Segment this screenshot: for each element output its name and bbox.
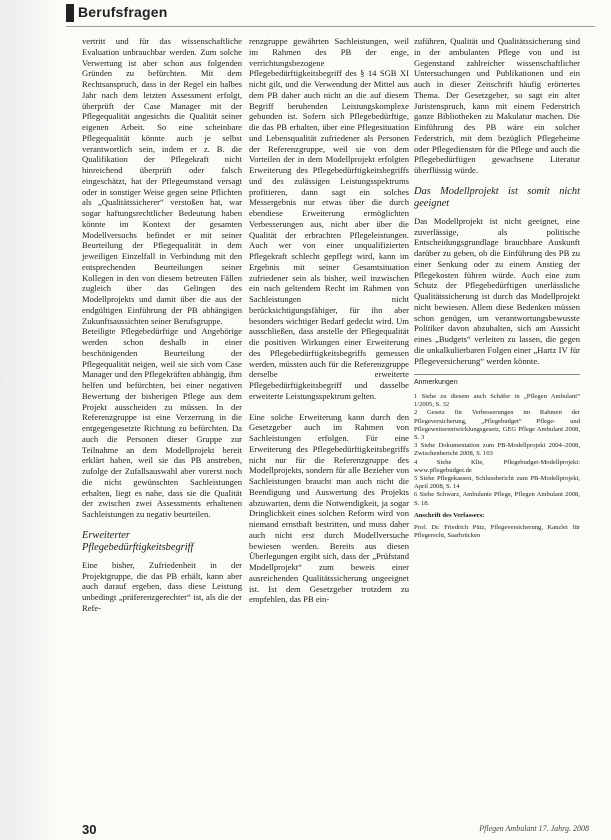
col1-subheading: Erweiterter Pflegebedürftigkeitsbegriff xyxy=(82,529,194,553)
note-item: 4 Siehe Klie, Pflegebudget-Modellprojekt: www.pflegebudget.de xyxy=(414,458,580,474)
notes-heading: Anmerkungen xyxy=(414,374,580,389)
note-item: 6 Siehe Schwarz, Ambulante Pflege, Pflegen Ambulant 2008, S. 18. xyxy=(414,491,580,507)
author-address: Prof. Dr. Friedrich Pütz, Pflegeversicherung, Kanzlei für Pflegerecht, Saarbrücken xyxy=(414,524,580,540)
col2-paragraph-1: renzgruppe gewährten Sachleistungen, weil im Rahmen des PB der enge, verrichtungsbezogene Pflegebedürftigkeitsbegriff des § 14 SGB XI nicht gilt, und die Verwendung der Mittel aus dem PB daher auch nicht an die auf diesem Begriff beruhenden Leistungskomplexe gebunden ist. Sofern sich Pflegebedürftige, die das PB erhalten, über eine Pflegesituation und Lebensqualität zufriedener als Personen der Referenzgruppe, weil sie von dem Vorteilen der in dem Modellprojekt erfolgten Erweiterung des Pflegebedürftigkeitsbegriffs und des zulässigen Leistungsspektrums profitieren, dann sagt ein solches Messergebnis nur etwas über die durch ebendiese Erweiterung ermöglichten Verbesserungen aus, nicht aber über die Qualität der erbrachten Pflegeleistungen. Auch wer von einer unqualifizierten Pflegekraft schlecht gepflegt wird, kann im Ergebnis mit seiner Gesamtsituation zufriedener sein als bisher, weil inzwischen ein nach geltendem Recht im Rahmen von Sachleistungen nicht berücksichtigungsfähiger, für ihn aber besonders wichtiger Bedarf gedeckt wird. Um ausschließen, dass anstelle der Pflegequalität die positiven Wirkungen einer Erweiterung des Pflegebedürftigkeitsbegriffs gemessen werden, müssten auch für die Referenzgruppe derselbe erweiterte Pflegebedürftigkeitsbegriff und dasselbe erweiterte Leistungsspektrum gelten. xyxy=(249,36,409,401)
note-item: 2 Gesetz für Verbesserungen im Rahmen der Pflegeversicherung, „Pflegebudget“ Pflege- und Pflegeweiterentwicklungsgesetz, GEG Pflege Ambulant 2008, S. 3 xyxy=(414,409,580,442)
col3-subheading: Das Modellprojekt ist somit nicht geeignet xyxy=(414,185,580,209)
section-header: Berufsfragen xyxy=(78,4,168,20)
section-marker xyxy=(66,4,74,22)
header-rule xyxy=(66,26,595,27)
column-2 xyxy=(249,36,409,605)
page-number: 30 xyxy=(82,822,97,837)
col1-paragraph-3: Eine bisher, Zufriedenheit in der Projektgruppe, die das PB erhält, kann aber auch darauf ergeben, dass diese Leistung unbedingt „präferenzgerechter“ ist, als die der Refe- xyxy=(82,559,242,613)
journal-footer: Pflegen Ambulant 17. Jahrg. 2008 xyxy=(479,824,589,833)
note-item: 3 Siehe Dokumentation zum PB-Modellprojekt 2004–2008, Zwischenbericht 2008, S. 103 xyxy=(414,442,580,458)
author-heading: Anschrift des Verfassers: xyxy=(414,511,485,519)
col3-paragraph-1: zuführen, Qualität und Qualitätssicherung sind in der ambulanten Pflege von und ist Gegenstand zahlreicher wissenschaftlicher Untersuchungen und Publikationen und ein auch in dieser Zeitschrift häufig erörtertes Thema. Der Gesetzgeber, so sagt ein alter Juristenspruch, kann mit einem Federstrich ganze Bibliotheken zu Makulatur machen. Die Einführung des PB wäre ein solcher Federstrich, mit dem bezüglich Pflegeheime oder Pflegediensten für die Pflege und auch die Pflegebedürftigen gewachsene Literatur überflüssig würde. xyxy=(414,36,580,175)
column-1 xyxy=(82,36,242,614)
col3-paragraph-2: Das Modellprojekt ist nicht geeignet, eine zuverlässige, als politische Entscheidungsgrundlage brauchbare Auskunft darüber zu geben, ob die Einführung des PB zu einer Senkung oder zu einem Anstieg der Pflegekosten führen würde. Auch eine zum Schutz der Pflegebedürftigen unerlässliche Qualitätssicherung ist durch das Modellprojekt nicht bewiesen. Allem diese Bedenken müssen schon genügen, um verantwortungsbewusste Politiker davon abzuhalten, sich am Aussicht eines „Budgets“ verleiten zu lassen, die gegen die unkalkulierbaren Folgen einer „Hartz IV für Pflegeversicherung“ werden könnte. xyxy=(414,215,580,366)
col1-paragraph-2: Beteiligte Pflegebedürftige und Angehörige werden schon deshalb in einer beschönigenden Beurteilung der Pflegequalität neigen, weil sie sich vom Case Manager und den Pflegekräften abhängig, ihm helfen und befürchten, bei einer negativen Bewertung der bisherigen Pflege aus dem Projekt ausscheiden zu müssen. In der Referenzgruppe ist eine Verzerrung in die entgegengesetzte Richtung zu befürchten. Da auch die Personen dieser Gruppe zur Teilnahme an dem Modellprojekt bereit erklärt haben, weil sie das PB anstreben, zufolge der Zufallsauswahl aber vorerst noch die nicht gewünschten Sachleistungen erhalten, liegt es nahe, dass sie die Qualität der zwischen zwei Assessments erhaltenen Sachleistungen zu negativ beurteilen. xyxy=(82,326,242,519)
column-3 xyxy=(414,36,580,540)
col2-paragraph-2: Eine solche Erweiterung kann durch den Gesetzgeber auch im Rahmen von Sachleistungen erfolgen. Für eine Erweiterung des Pflegebedürftigkeitsbegriffs nicht nur für die Referenzgruppe des Modellprojekts, sondern für alle Bezieher von Sachleistungen braucht man auch nicht die Beendigung und Auswertung des Projekts abzuwarten, denn die Notwendigkeit, ja sogar Dringlichkeit eines solchen Reform wird von niemand ernsthaft bestritten, und muss daher auch nicht erst durch Modellversuche bewiesen werden. Bereits aus diesen Überlegungen ergibt sich, dass der „Prüfstand Modellprojekt“ zum beweis einer ausreichenden Qualitätssicherung ungeeignet ist. Ist dem Gesetzgeber trotzdem zu empfehlen, das PB ein- xyxy=(249,411,409,605)
col1-paragraph-1: vertritt und für das wissenschaftliche Evaluation unbrauchbar werden. Zum solche Verwertung ist aber schon aus folgenden Gründen zu befürchten. Mit dem Rechtsanspruch, dass in der Regel ein halbes Jahr nach dem letzten Assessment erfolgt, überprüft der Case Manager mit der Pflegequalität angesichts die Qualität seiner eigenen Arbeit. So eine scheinbare Pflegequalität könnte auch je selbst verantwortlich sein, indem er z. B. die Qualifikation der Pflegekraft nicht hinreichend überprüft oder falsch eingeschätzt, hat der Pflegeumstand versagt oder in sonstiger Weise gegen seine Pflichten als „Qualitätssicherer“ verstoßen hat, war sogar haftungsrechtlicher Bedeutung haben könnte im Kontext der gesamten Modellversuchs befindet er mit seiner Beurteilung der Pflegequalität in dem jeweiligen Einzelfall in Verbindung mit den entsprechenden Beurteilungen seiner Kollegen in den von diesem betreuten Fällen zugleich über das Gelingen des Modellprojekts und damit über die aus der endgültigen Einführung der PB abhängigen Zukunftsaussichten seiner Berufsgruppe. xyxy=(82,36,242,326)
note-item: 1 Siehe zu diesem auch Schäfer in „Pflegen Ambulant“ 1/2005, S. 32 xyxy=(414,393,580,409)
note-item: 5 Siehe Pflegekassen, Schlussbericht zum PB-Modellprojekt, April 2008, S. 14 xyxy=(414,475,580,491)
page-gutter xyxy=(0,0,58,840)
